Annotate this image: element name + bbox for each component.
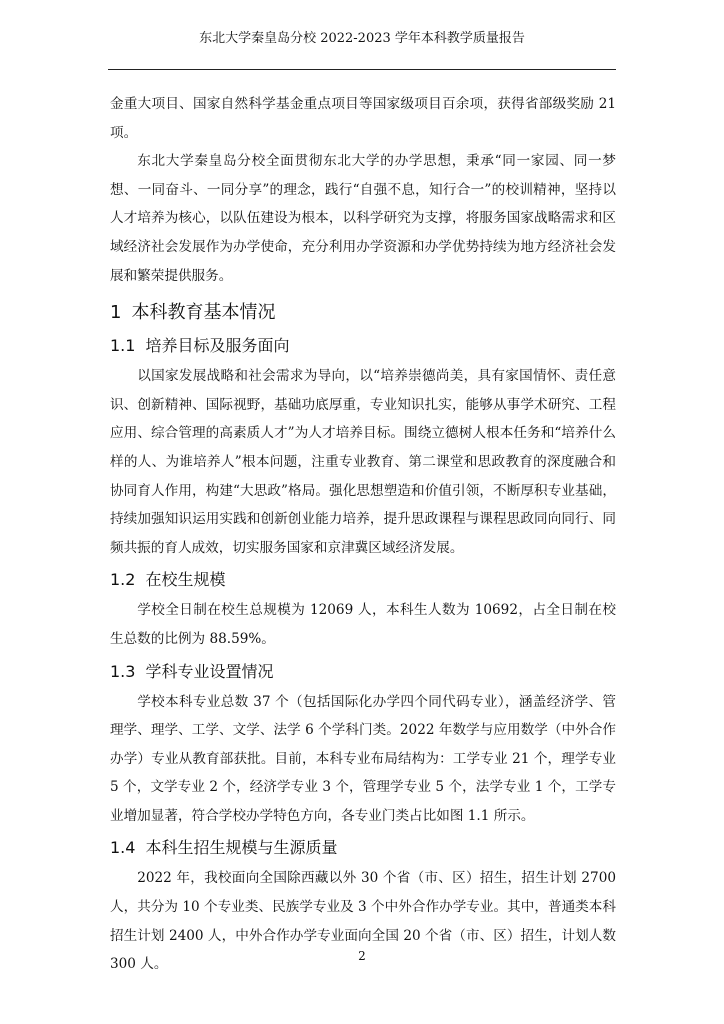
subsection-title: 在校生规模 [145,570,226,590]
paragraph-training-goals: 以国家发展战略和社会需求为导向，以“培养崇德尚美，具有家国情怀、责任意识、创新精神、国际视野，基础功底厚重，专业知识扎实，能够从事学术研究、工程应用、综合管理的高素质人才”为人才培养目标。围绕立德树人根本任务和“培养什么样的人、为谁培养人”根本问题，注重专业教育、第二课堂和思政教育的深度融合和协同育人作用，构建“大思政”格局。强化思想塑造和价值引领，不断厚积专业基础，持续加强知识运用实践和创新创业能力培养，提升思政课程与课程思政同向同行、同频共振的育人成效，切实服务国家和京津冀区域经济发展。 [110,368,616,556]
subsection-heading-1-1 [110,332,616,360]
subsection-title: 学科专业设置情况 [145,661,274,681]
header-rule [108,69,616,70]
section-heading-1 [110,298,616,328]
subsection-number: 1.1 [110,336,136,356]
subsection-heading-1-4 [110,834,616,862]
paragraph-intro: 东北大学秦皇岛分校全面贯彻东北大学的办学思想，秉承“同一家园、同一梦想、一同奋斗、一同分享”的理念，践行“自强不息，知行合一”的校训精神，坚持以人才培养为核心，以队伍建设为根本，以科学研究为支撑，将服务国家战略需求和区域经济社会发展作为办学使命，充分利用办学资源和办学优势持续为地方经济社会发展和繁荣提供服务。 [110,153,616,284]
paragraph-student-scale: 学校全日制在校生总规模为 12069 人，本科生人数为 10692，占全日制在校生总数的比例为 88.59%。 [110,602,616,647]
page-number: 2 [358,949,366,963]
paragraph-majors: 学校本科专业总数 37 个（包括国际化办学四个同代码专业），涵盖经济学、管理学、理学、工学、文学、法学 6 个学科门类。2022 年数学与应用数学（中外合作办学）专业从教育部获批。目前，本科专业布局结构为：工学专业 21 个，理学专业 5 个，文学专业 2 个，经济学专业 3 个，管理学专业 5 个，法学专业 1 个，工学专业增加显著，符合学校办学特色方向，各专业门类占比如图 1.1 所示。 [110,693,616,824]
paragraph-continued: 金重大项目、国家自然科学基金重点项目等国家级项目百余项，获得省部级奖励 21 项。 [110,96,616,141]
subsection-title: 培养目标及服务面向 [145,336,290,356]
subsection-number: 1.3 [110,661,136,681]
paragraph-enrollment: 2022 年，我校面向全国除西藏以外 30 个省（市、区）招生，招生计划 2700 人，共分为 10 个专业类、民族学专业及 3 个中外合作办学专业。其中，普通类本科招生计划 2400 人，中外合作办学专业面向全国 20 个省（市、区）招生，计划人数 300 人。 [110,870,616,973]
subsection-title: 本科生招生规模与生源质量 [145,838,338,858]
subsection-number: 1.4 [110,838,136,858]
subsection-number: 1.2 [110,570,136,590]
page-header: 东北大学秦皇岛分校 2022-2023 学年本科教学质量报告 [199,31,525,46]
page-content [110,90,616,979]
subsection-heading-1-2 [110,566,616,594]
section-number: 1 [110,302,122,324]
section-title: 本科教育基本情况 [131,302,276,324]
subsection-heading-1-3 [110,658,616,686]
